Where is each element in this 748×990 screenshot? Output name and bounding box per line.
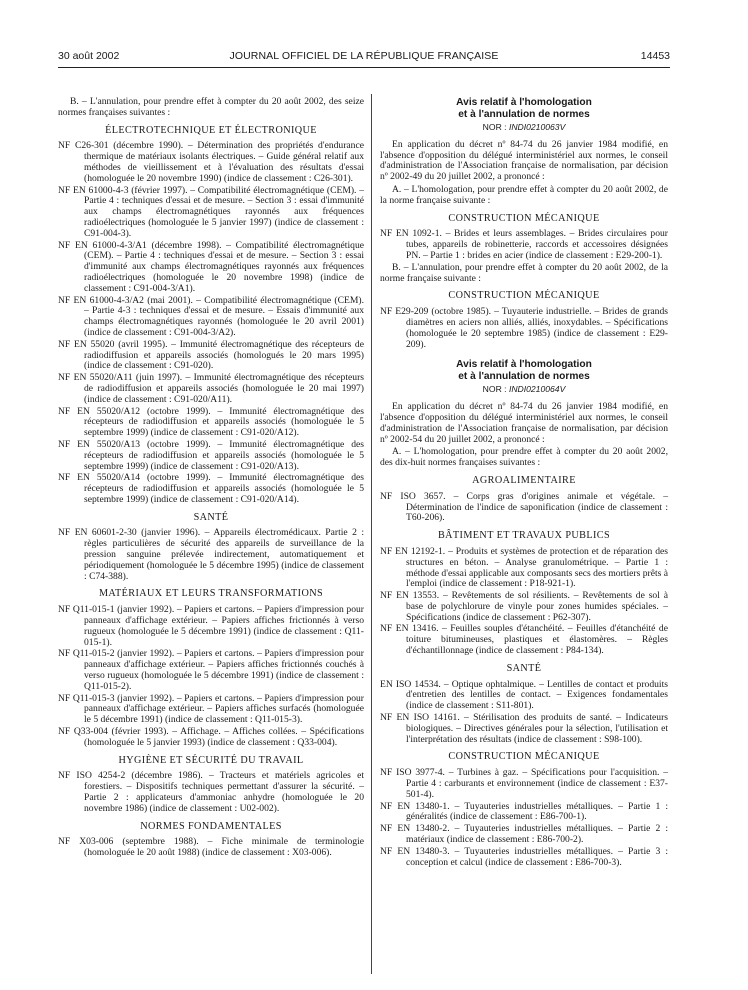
norm-entry: NF EN 13480-2. – Tuyauteries industrielles métalliques. – Partie 2 : matériaux (indice de classement : E86-700-2). — [380, 823, 668, 846]
avis-intro: En application du décret nº 84-74 du 26 janvier 1984 modifié, en l'absence d'opposition du délégué interministériel aux normes, le conseil d'administration de l'Association française de normalisation, par décision nº 2002-54 du 20 juillet 2002, a prononcé : — [380, 401, 668, 445]
norm-entry: NF EN 13480-3. – Tuyauteries industrielles métalliques. – Partie 3 : conception et calcul (indice de classement : E86-700-3). — [380, 845, 668, 868]
norm-entry: NF ISO 3657. – Corps gras d'origines animale et végétale. – Détermination de l'indice de saponification (indice de classement : T60-206). — [380, 490, 668, 524]
avis-intro: En application du décret nº 84-74 du 26 janvier 1984 modifié, en l'absence d'opposition du délégué interministériel aux normes, le conseil d'administration de l'Association française de normalisation, par décision nº 2002-49 du 20 juillet 2002, a prononcé : — [380, 138, 668, 183]
norm-entry: NF C26-301 (décembre 1990). – Détermination des propriétés d'endurance thermique de matériaux isolants électriques. – Guide général relatif aux méthodes de vieillissement et à l'évaluation des résultats d'essai (homologuée le 20 novembre 1990) (indice de classement : C26-301). — [58, 140, 364, 184]
norm-entry: NF X03-006 (septembre 1988). – Fiche minimale de terminologie (homologuée le 20 août 1988) (indice de classement : X03-006). — [58, 836, 364, 859]
section-title: ÉLECTROTECHNIQUE ET ÉLECTRONIQUE — [105, 124, 317, 136]
norm-entry: EN ISO 14534. – Optique ophtalmique. – Lentilles de contact et produits d'entretien des lentilles de contact. – Exigences fondamentales (indice de classement : S11-801). — [380, 678, 668, 712]
norm-entry: NF EN 55020/A11 (juin 1997). – Immunité électromagnétique des récepteurs de radiodiffusion et appareils associés (homologuée le 20 mai 1997) (indice de classement : C91-020/A11). — [58, 372, 364, 405]
avis-title-line: et à l'annulation de normes — [458, 370, 590, 382]
nor-label: NOR : — [482, 122, 507, 132]
norm-entry: NF EN ISO 14161. – Stérilisation des produits de santé. – Indicateurs biologiques. – Directives générales pour la sélection, l'utilisation et l'interprétation des résultats (indice de classement : S98-100). — [380, 712, 668, 745]
norm-entry: NF EN 61000-4-3 (février 1997). – Compatibilité électromagnétique (CEM). – Partie 4 : techniques d'essai et de mesure. – Section 3 : essai d'immunité aux champs électromagnétiques rayonnés aux fréquences radioélectriques (homologuée le 5 janvier 1997) (indice de classement : C91-004-3). — [58, 184, 364, 239]
norm-entry: NF EN 55020/A12 (octobre 1999). – Immunité électromagnétique des récepteurs de radiodiffusion et appareils associés (homologuée le 5 septembre 1999) (indice de classement : C91-020/A12). — [58, 405, 364, 439]
nor-code: INDI0210064V — [508, 384, 566, 395]
norm-entry: NF EN 13553. – Revêtements de sol résilients. – Revêtements de sol à base de polychlorure de vinyle pour zones humides spéciales. – Spécifications (indice de classement : P62-307). — [380, 590, 668, 623]
section-title: HYGIÈNE ET SÉCURITÉ DU TRAVAIL — [118, 754, 304, 766]
page-number: 14453 — [640, 50, 670, 62]
section-title: MATÉRIAUX ET LEURS TRANSFORMATIONS — [98, 588, 324, 600]
section-title: CONSTRUCTION MÉCANIQUE — [448, 290, 600, 302]
avis-title — [380, 97, 668, 120]
norm-entry: NF EN 55020 (avril 1995). – Immunité électromagnétique des récepteurs de radiodiffusion et appareils associés (homologués le 20 mars 1995) (indice de classement : C91-020). — [58, 338, 364, 372]
homologation-paragraph: A. – L'homologation, pour prendre effet à compter du 20 août 2002, des dix-huit normes françaises suivantes : — [380, 446, 668, 469]
right-column — [380, 97, 668, 869]
section-normes-fondamentales — [58, 822, 364, 859]
section-sante — [380, 664, 668, 746]
norm-entry: NF Q11-015-3 (janvier 1992). – Papiers et cartons. – Papiers d'impression pour panneaux d'affichage extérieur. – Papiers affiches surfacés (homologuée le 5 décembre 1991) (indice de classement : Q11-015-3). — [58, 692, 364, 726]
section-materiaux — [58, 589, 364, 748]
column-divider — [371, 94, 372, 974]
norm-entry: NF EN 60601-2-30 (janvier 1996). – Appareils électromédicaux. Partie 2 : règles particulières de sécurité des appareils de surveillance de la pression sanguine prélevée indirectement, automatiquement et périodiquement (homologuée le 5 décembre 1995) (indice de classement : C74-388). — [58, 527, 364, 582]
homologation-paragraph: A. – L'homologation, pour prendre effet à compter du 20 août 2002, de la norme française suivante : — [380, 183, 668, 206]
norm-entry: NF EN 61000-4-3/A2 (mai 2001). – Compatibilité électromagnétique (CEM). – Partie 4-3 : techniques d'essai et de mesure. – Essais d'immunité aux champs électromagnétiques rayonnés (homologuée le 20 avril 2001) (indice de classement : C91-004-3/A2). — [58, 294, 364, 338]
nor-code: INDI0210063V — [508, 122, 566, 132]
section-title: SANTÉ — [506, 662, 542, 674]
section-title: AGROALIMENTAIRE — [472, 474, 576, 486]
page-header — [58, 50, 670, 66]
section-construction-mecanique — [380, 752, 668, 868]
section-electrotechnique — [58, 126, 364, 506]
avis-title-line: et à l'annulation de normes — [458, 108, 590, 120]
section-agroalimentaire — [380, 476, 668, 524]
annulation-paragraph: B. – L'annulation, pour prendre effet à compter du 20 août 2002, de la norme française suivante : — [380, 261, 668, 284]
section-title: NORMES FONDAMENTALES — [140, 820, 282, 832]
section-title: SANTÉ — [193, 511, 229, 523]
norm-entry: NF EN 12192-1. – Produits et systèmes de protection et de réparation des structures en béton. – Analyse granulométrique. – Partie 1 : méthode d'essai applicable aux composants secs des mortiers prêts à l'emploi (indice de classement : P18-921-1). — [380, 545, 669, 590]
norm-entry: NF EN 13480-1. – Tuyauteries industrielles métalliques. – Partie 1 : généralités (indice de classement : E86-700-1). — [380, 800, 668, 823]
section-title: BÂTIMENT ET TRAVAUX PUBLICS — [437, 530, 611, 542]
avis-title-line: Avis relatif à l'homologation — [456, 97, 592, 108]
norm-entry: NF Q33-004 (février 1993). – Affichage. – Affiches collées. – Spécifications (homologuée le 5 janvier 1993) (indice de classement : Q33-004). — [58, 726, 364, 748]
section-sante — [58, 513, 364, 583]
section-title: CONSTRUCTION MÉCANIQUE — [448, 212, 600, 224]
norm-entry: NF EN 1092-1. – Brides et leurs assemblages. – Brides circulaires pour tubes, appareils de robinetterie, raccords et accessoires désignées PN. – Partie 1 : brides en acier (indice de classement : E29-200-1). — [380, 228, 668, 261]
avis-gap — [380, 351, 668, 359]
nor-label: NOR : — [482, 384, 507, 395]
left-column — [58, 97, 364, 860]
nor-reference — [380, 122, 668, 133]
norm-entry: NF ISO 3977-4. – Turbines à gaz. – Spécifications pour l'acquisition. – Partie 4 : carburants et environnement (indice de classement : E37-501-4). — [380, 767, 668, 800]
avis-064v — [380, 359, 668, 868]
norm-entry: NF EN 13416. – Feuilles souples d'étanchéité. – Feuilles d'étanchéité de toiture bitumineuses, plastiques et élastomères. – Règles d'échantillonnage (indice de classement : P84-134). — [380, 623, 668, 657]
norm-entry: NF ISO 4254-2 (décembre 1986). – Tracteurs et matériels agricoles et forestiers. – Dispositifs techniques permettant d'assurer la sécurité. – Partie 2 : applicateurs d'ammoniac anhydre (homologuée le 20 novembre 1986) (indice de classement : U02-002). — [58, 770, 364, 814]
norm-entry: NF E29-209 (octobre 1985). – Tuyauterie industrielle. – Brides de grands diamètres en aciers non alliés, alliés, inoxydables. – Spécifications (homologuée le 20 septembre 1985) (indice de classement : E29-209). — [380, 306, 668, 350]
norm-entry: NF EN 55020/A14 (octobre 1999). – Immunité électromagnétique des récepteurs de radiodiffusion et appareils associés (homologuée le 5 septembre 1999) (indice de classement : C91-020/A14). — [58, 472, 364, 505]
annulation-intro: B. – L'annulation, pour prendre effet à compter du 20 août 2002, des seize normes françaises suivantes : — [58, 96, 364, 118]
header-rule — [58, 67, 670, 68]
header-date: 30 août 2002 — [58, 50, 120, 62]
avis-title-line: Avis relatif à l'homologation — [456, 359, 592, 371]
nor-reference — [380, 384, 668, 395]
journal-title: JOURNAL OFFICIEL DE LA RÉPUBLIQUE FRANÇAISE — [229, 50, 499, 62]
section-batiment — [380, 531, 668, 657]
avis-title — [380, 359, 668, 382]
norm-entry: NF Q11-015-2 (janvier 1992). – Papiers et cartons. – Papiers d'impression pour panneaux d'affichage extérieur. – Papiers affiches frictionnés couchés à verso rugueux (homologuée le 5 décembre 1991) (indice de classement : Q11-015-2). — [58, 648, 364, 692]
norm-entry: NF EN 61000-4-3/A1 (décembre 1998). – Compatibilité électromagnétique (CEM). – Partie 4 : techniques d'essai et de mesure. – Section 3 : essai d'immunité aux champs électromagnétiques rayonnés aux fréquences radioélectriques (homologuée le 20 novembre 1998) (indice de classement : C91-004-3/A1). — [58, 239, 364, 294]
section-hygiene — [58, 756, 364, 815]
norm-entry: NF EN 55020/A13 (octobre 1999). – Immunité électromagnétique des récepteurs de radiodiffusion et appareils associés (homologuée le 5 septembre 1999) (indice de classement : C91-020/A13). — [58, 438, 364, 472]
norm-entry: NF Q11-015-1 (janvier 1992). – Papiers et cartons. – Papiers d'impression pour panneaux d'affichage extérieur. – Papiers affiches frictionnés à verso rugueux (homologuée le 5 décembre 1991) (indice de classement : Q11-015-1). — [58, 604, 364, 648]
section-title: CONSTRUCTION MÉCANIQUE — [448, 751, 600, 763]
avis-063v — [380, 97, 668, 350]
